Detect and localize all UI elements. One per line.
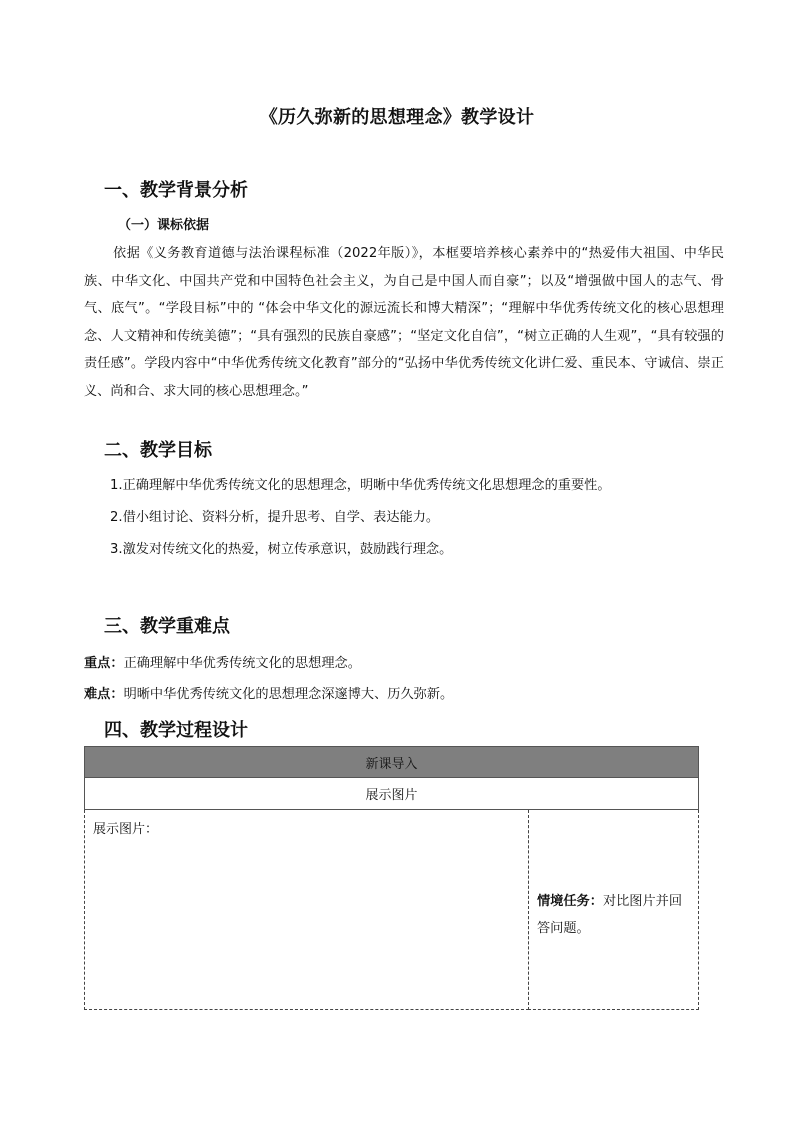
difficult-point-line (84, 683, 453, 702)
section-heading-keypoints: 三、教学重难点 (104, 616, 230, 637)
key-point-text: 正确理解中华优秀传统文化的思想理念。 (123, 656, 361, 671)
key-point-line (84, 652, 361, 671)
table-header-intro: 新课导入 (84, 746, 699, 778)
key-point-label: 重点： (84, 656, 124, 671)
curriculum-paragraph: 依据《义务教育道德与法治课程标准（2022年版）》，本框要培养核心素养中的“热爱伟大祖国、中华民族、中华文化、中国共产党和中国特色社会主义，为自己是中国人而自豪”；以及“增强做中国人的志气、骨气、底气”。“学段目标”中的 “体会中华文化的源远流长和博大精深”；“理解中华优秀传统文化的核心思想理念、人文精神和传统美德”；“具有强烈的民族自豪感”；“坚定文化自信”，“树立正确的人生观”，“具有较强的责任感”。学段内容中“中华优秀传统文化教育”部分的“弘扬中华优秀传统文化讲仁爱、重民本、守诚信、崇正义、尚和合、求大同的核心思想理念。” (84, 246, 724, 399)
images-label: 展示图片： (93, 822, 159, 837)
difficult-point-label: 难点： (84, 687, 124, 702)
process-table (84, 746, 699, 1010)
task-label: 情境任务： (537, 894, 603, 909)
table-cell-task (528, 810, 699, 1010)
table-subheader: 展示图片 (84, 778, 699, 810)
goal-item-3: 3.激发对传统文化的热爱，树立传承意识，鼓励践行理念。 (110, 542, 453, 557)
goal-item-2: 2.借小组讨论、资料分析，提升思考、自学、表达能力。 (110, 510, 440, 525)
section-heading-background: 一、教学背景分析 (104, 180, 248, 201)
difficult-point-text: 明晰中华优秀传统文化的思想理念深邃博大、历久弥新。 (123, 687, 454, 702)
task-text: 对比图片并回答问题。 (537, 894, 683, 936)
subsection-heading-curriculum: （一）课标依据 (118, 218, 210, 233)
section-heading-process: 四、教学过程设计 (104, 720, 248, 741)
goal-item-1: 1.正确理解中华优秀传统文化的思想理念，明晰中华优秀传统文化思想理念的重要性。 (110, 478, 611, 493)
section-heading-goals: 二、教学目标 (104, 440, 212, 461)
document-title: 《历久弥新的思想理念》教学设计 (259, 107, 535, 128)
table-cell-images (84, 810, 529, 1010)
